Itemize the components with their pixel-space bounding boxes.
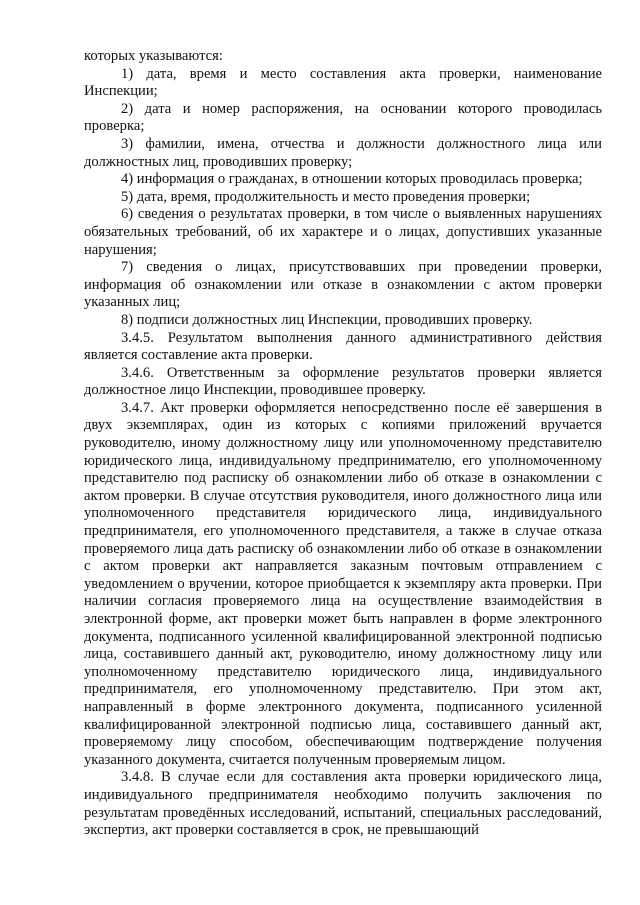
section-3-4-5: 3.4.5. Результатом выполнения данного административного действия является составление акта проверки.	[84, 329, 602, 364]
list-item-6: 6) сведения о результатах проверки, в том числе о выявленных нарушениях обязательных требований, об их характере и о лицах, допустивших указанные нарушения;	[84, 206, 602, 258]
list-item-7: 7) сведения о лицах, присутствовавших при проведении проверки, информация об ознакомлении или отказе в ознакомлении с актом проверки указанных лиц;	[84, 259, 602, 311]
list-item-5: 5) дата, время, продолжительность и место проведения проверки;	[121, 188, 531, 205]
list-item-4: 4) информация о гражданах, в отношении которых проводилась проверка;	[121, 171, 583, 188]
list-item-1: 1) дата, время и место составления акта проверки, наименование Инспекции;	[84, 65, 602, 100]
document-page	[84, 48, 602, 840]
section-3-4-8: 3.4.8. В случае если для составления акта проверки юридического лица, индивидуального предпринимателя необходимо получить заключения по результатам проведённых исследований, испытаний, специальных расследований, экспертиз, акт проверки составляется в срок, не превышающий	[84, 769, 602, 839]
paragraph-intro: которых указываются:	[84, 48, 223, 64]
section-3-4-7: 3.4.7. Акт проверки оформляется непосредственно после её завершения в двух экземплярах, один из которых с копиями приложений вручается руководителю, иному должностному лицу или уполномоченному представителю юридического лица, индивидуальному предпринимателю, его уполномоченному представителю под расписку об ознакомлении либо об отказе в ознакомлении с актом проверки. В случае отсутствия руководителя, иного должностного лица или уполномоченного представителя юридического лица, индивидуального предпринимателя, его уполномоченного представителя, а также в случае отказа проверяемого лица дать расписку об ознакомлении либо об отказе в ознакомлении с актом проверки акт направляется заказным почтовым отправлением с уведомлением о вручении, которое приобщается к экземпляру акта проверки. При наличии согласия проверяемого лица на осуществление взаимодействия в электронной форме, акт проверки может быть направлен в форме электронного документа, подписанного усиленной квалифицированной электронной подписью лица, составившего данный акт, руководителю, иному должностному лицу или уполномоченному представителю юридического лица, индивидуального предпринимателя, его уполномоченному представителю. При этом акт, направленный в форме электронного документа, подписанного усиленной квалифицированной электронной подписью лица, составившего данный акт, проверяемому лицу способом, обеспечивающим подтверждение получения указанного документа, считается полученным проверяемым лицом.	[84, 399, 602, 768]
list-item-2: 2) дата и номер распоряжения, на основании которого проводилась проверка;	[84, 100, 602, 135]
list-item-8: 8) подписи должностных лиц Инспекции, проводивших проверку.	[121, 311, 533, 328]
list-item-3: 3) фамилии, имена, отчества и должности должностного лица или должностных лиц, проводивших проверку;	[84, 135, 602, 170]
section-3-4-6: 3.4.6. Ответственным за оформление результатов проверки является должностное лицо Инспекции, проводившее проверку.	[84, 364, 602, 399]
